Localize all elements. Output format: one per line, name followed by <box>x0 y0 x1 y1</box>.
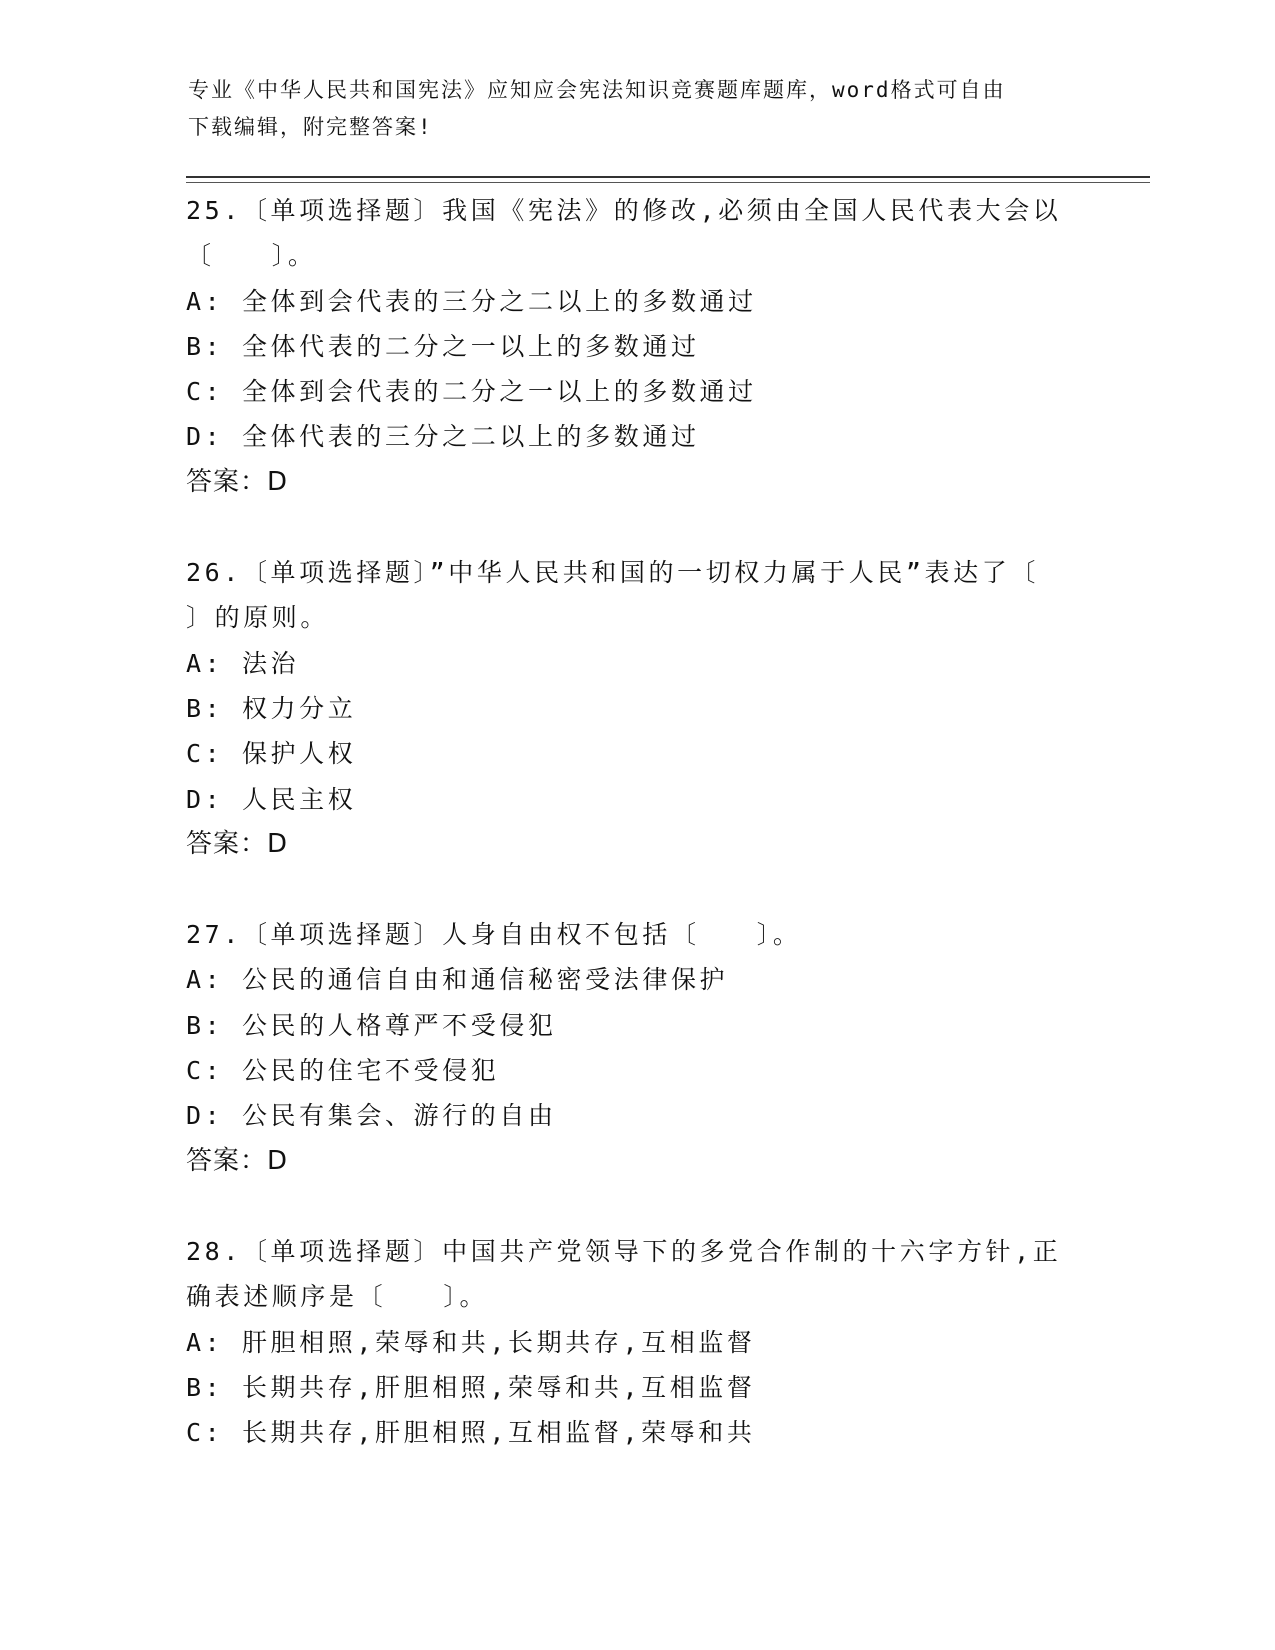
question-text-line: 〕的原则。 <box>186 603 330 633</box>
option-d: D: 全体代表的三分之二以上的多数通过 <box>186 422 700 452</box>
option-a: A: 全体到会代表的三分之二以上的多数通过 <box>186 286 757 316</box>
question-text-line: 25.〔单项选择题〕我国《宪法》的修改,必须由全国人民代表大会以 <box>186 196 1062 225</box>
option-a: A: 公民的通信自由和通信秘密受法律保护 <box>186 965 729 995</box>
question-text-line: 27.〔单项选择题〕人身自由权不包括〔 〕。 <box>186 920 802 950</box>
option-c: C: 长期共存,肝胆相照,互相监督,荣辱和共 <box>186 1418 756 1448</box>
answer-line: 答案：D <box>186 828 289 859</box>
question-text-line: 28.〔单项选择题〕中国共产党领导下的多党合作制的十六字方针,正 <box>186 1236 1062 1266</box>
header-line-2: 下载编辑，附完整答案! <box>188 115 433 139</box>
option-b: B: 公民的人格尊严不受侵犯 <box>186 1010 557 1040</box>
question-item <box>186 188 1066 505</box>
option-d: D: 公民有集会、游行的自由 <box>186 1101 557 1131</box>
option-d: D: 人民主权 <box>186 784 357 814</box>
option-b: B: 全体代表的二分之一以上的多数通过 <box>186 331 700 361</box>
question-list <box>186 188 1066 1455</box>
answer-line: 答案：D <box>186 466 289 497</box>
option-a: A: 法治 <box>186 648 300 678</box>
header-divider-thick <box>186 176 1150 178</box>
question-text-line: 〔 〕。 <box>186 241 317 271</box>
header-divider-thin <box>186 182 1150 183</box>
option-a: A: 肝胆相照,荣辱和共,长期共存,互相监督 <box>186 1327 756 1357</box>
option-b: B: 长期共存,肝胆相照,荣辱和共,互相监督 <box>186 1372 756 1402</box>
question-text-line: 26.〔单项选择题〕”中华人民共和国的一切权力属于人民”表达了〔 <box>186 558 1039 588</box>
document-header <box>188 72 1068 146</box>
option-c: C: 公民的住宅不受侵犯 <box>186 1056 500 1086</box>
question-item <box>186 912 1066 1184</box>
option-c: C: 全体到会代表的二分之一以上的多数通过 <box>186 377 757 407</box>
option-c: C: 保护人权 <box>186 739 357 769</box>
question-item <box>186 1229 1066 1455</box>
header-line-1: 专业《中华人民共和国宪法》应知应会宪法知识竞赛题库题库，word格式可自由 <box>188 78 1006 102</box>
question-text-line: 确表述顺序是〔 〕。 <box>186 1282 489 1312</box>
answer-line: 答案：D <box>186 1145 289 1176</box>
option-b: B: 权力分立 <box>186 693 357 723</box>
question-item <box>186 550 1066 867</box>
